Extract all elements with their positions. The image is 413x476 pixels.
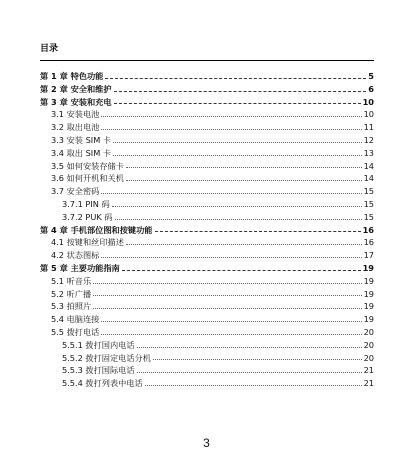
toc-entry-label: 3.4 取出 SIM 卡 [51, 147, 112, 158]
dot-leader [126, 170, 362, 181]
dot-leader [93, 298, 361, 309]
toc-entry-label: 3.2 取出电池 [51, 122, 100, 133]
toc-entry-page: 19 [362, 262, 374, 273]
toc-entry-label: 第 1 章 特色功能 [40, 71, 104, 81]
toc-entry-page: 21 [363, 365, 374, 376]
toc-entry-label: 4.1 按键和丝印描述 [51, 237, 124, 248]
toc-entry-label: 5.5 拨打电话 [51, 326, 100, 337]
dot-leader [155, 221, 361, 232]
dot-leader [93, 285, 361, 296]
header-divider [40, 60, 374, 61]
dot-leader [145, 375, 362, 386]
dot-leader [126, 157, 362, 168]
dot-leader [137, 337, 362, 348]
toc-entry-page: 20 [363, 352, 374, 363]
toc-heading: 目录 [40, 44, 59, 54]
toc-entry-page: 6 [368, 83, 374, 94]
toc-entry-page: 15 [363, 198, 374, 209]
dot-leader [101, 183, 361, 194]
toc-entry-page: 21 [363, 378, 374, 389]
toc-entry-page: 11 [363, 122, 374, 133]
toc-entry-label: 5.3 拍照片 [51, 301, 92, 312]
dot-leader [105, 68, 366, 79]
toc-entry-page: 19 [363, 314, 374, 325]
toc-entry-page: 13 [363, 147, 374, 158]
toc-entry-page: 14 [363, 173, 374, 184]
toc-entry-label: 5.2 听广播 [51, 288, 92, 299]
toc-entry-label: 5.5.1 拨打国内电话 [62, 339, 135, 350]
dot-leader [101, 119, 361, 130]
toc-entry-label: 5.5.2 拨打固定电话分机 [62, 352, 151, 363]
toc-entry-label: 5.4 电脑连接 [51, 314, 100, 325]
toc-entry-page: 19 [363, 301, 374, 312]
dot-leader [101, 247, 361, 258]
toc-entry-page: 19 [363, 288, 374, 299]
dot-leader [153, 349, 362, 360]
dot-leader [114, 93, 361, 104]
dot-leader [101, 311, 361, 322]
toc-entry[interactable] [40, 377, 374, 390]
toc-entry-label: 3.6 如何开机和关机 [51, 173, 124, 184]
dot-leader [113, 145, 362, 156]
toc-entry-page: 14 [363, 160, 374, 171]
toc-entry-page: 12 [363, 134, 374, 145]
toc-entry-page: 20 [363, 339, 374, 350]
toc-entry-label: 4.2 状态图标 [51, 250, 100, 261]
dot-leader [115, 209, 362, 220]
dot-leader [122, 260, 361, 271]
toc-entry-page: 5 [368, 71, 374, 81]
dot-leader [112, 196, 362, 207]
toc-entry-label: 3.7.1 PIN 码 [62, 198, 110, 209]
toc-entry-page: 16 [363, 237, 374, 248]
toc-entry-label: 第 4 章 手机部位图和按键功能 [40, 224, 153, 235]
toc-entry-page: 20 [363, 326, 374, 337]
table-of-contents [40, 70, 374, 390]
toc-entry-label: 3.7 安全密码 [51, 186, 100, 197]
toc-entry-label: 3.3 安装 SIM 卡 [51, 134, 112, 145]
toc-entry-page: 10 [363, 109, 374, 120]
toc-entry-page: 15 [363, 186, 374, 197]
toc-entry-page: 17 [363, 250, 374, 261]
dot-leader [114, 81, 367, 92]
toc-entry-label: 3.7.2 PUK 码 [62, 211, 113, 222]
dot-leader [93, 273, 361, 284]
toc-entry-label: 第 5 章 主要功能指南 [40, 262, 120, 273]
toc-entry-page: 15 [363, 211, 374, 222]
toc-entry-label: 3.1 安装电池 [51, 109, 100, 120]
toc-entry-page: 16 [362, 224, 374, 235]
toc-entry-page: 19 [363, 275, 374, 286]
dot-leader [126, 234, 362, 245]
dot-leader [101, 324, 361, 335]
toc-entry-label: 第 3 章 安装和充电 [40, 96, 112, 107]
toc-entry-page: 10 [362, 96, 374, 107]
toc-entry-label: 3.5 如何安装存储卡 [51, 160, 124, 171]
dot-leader [137, 362, 362, 373]
dot-leader [113, 132, 362, 143]
page-number: 3 [203, 436, 210, 450]
toc-entry-label: 5.5.3 拨打国际电话 [62, 365, 135, 376]
toc-entry-label: 第 2 章 安全和维护 [40, 83, 112, 94]
toc-entry-label: 5.1 听音乐 [51, 275, 92, 286]
dot-leader [101, 106, 361, 117]
toc-entry-label: 5.5.4 拨打列表中电话 [62, 378, 143, 389]
